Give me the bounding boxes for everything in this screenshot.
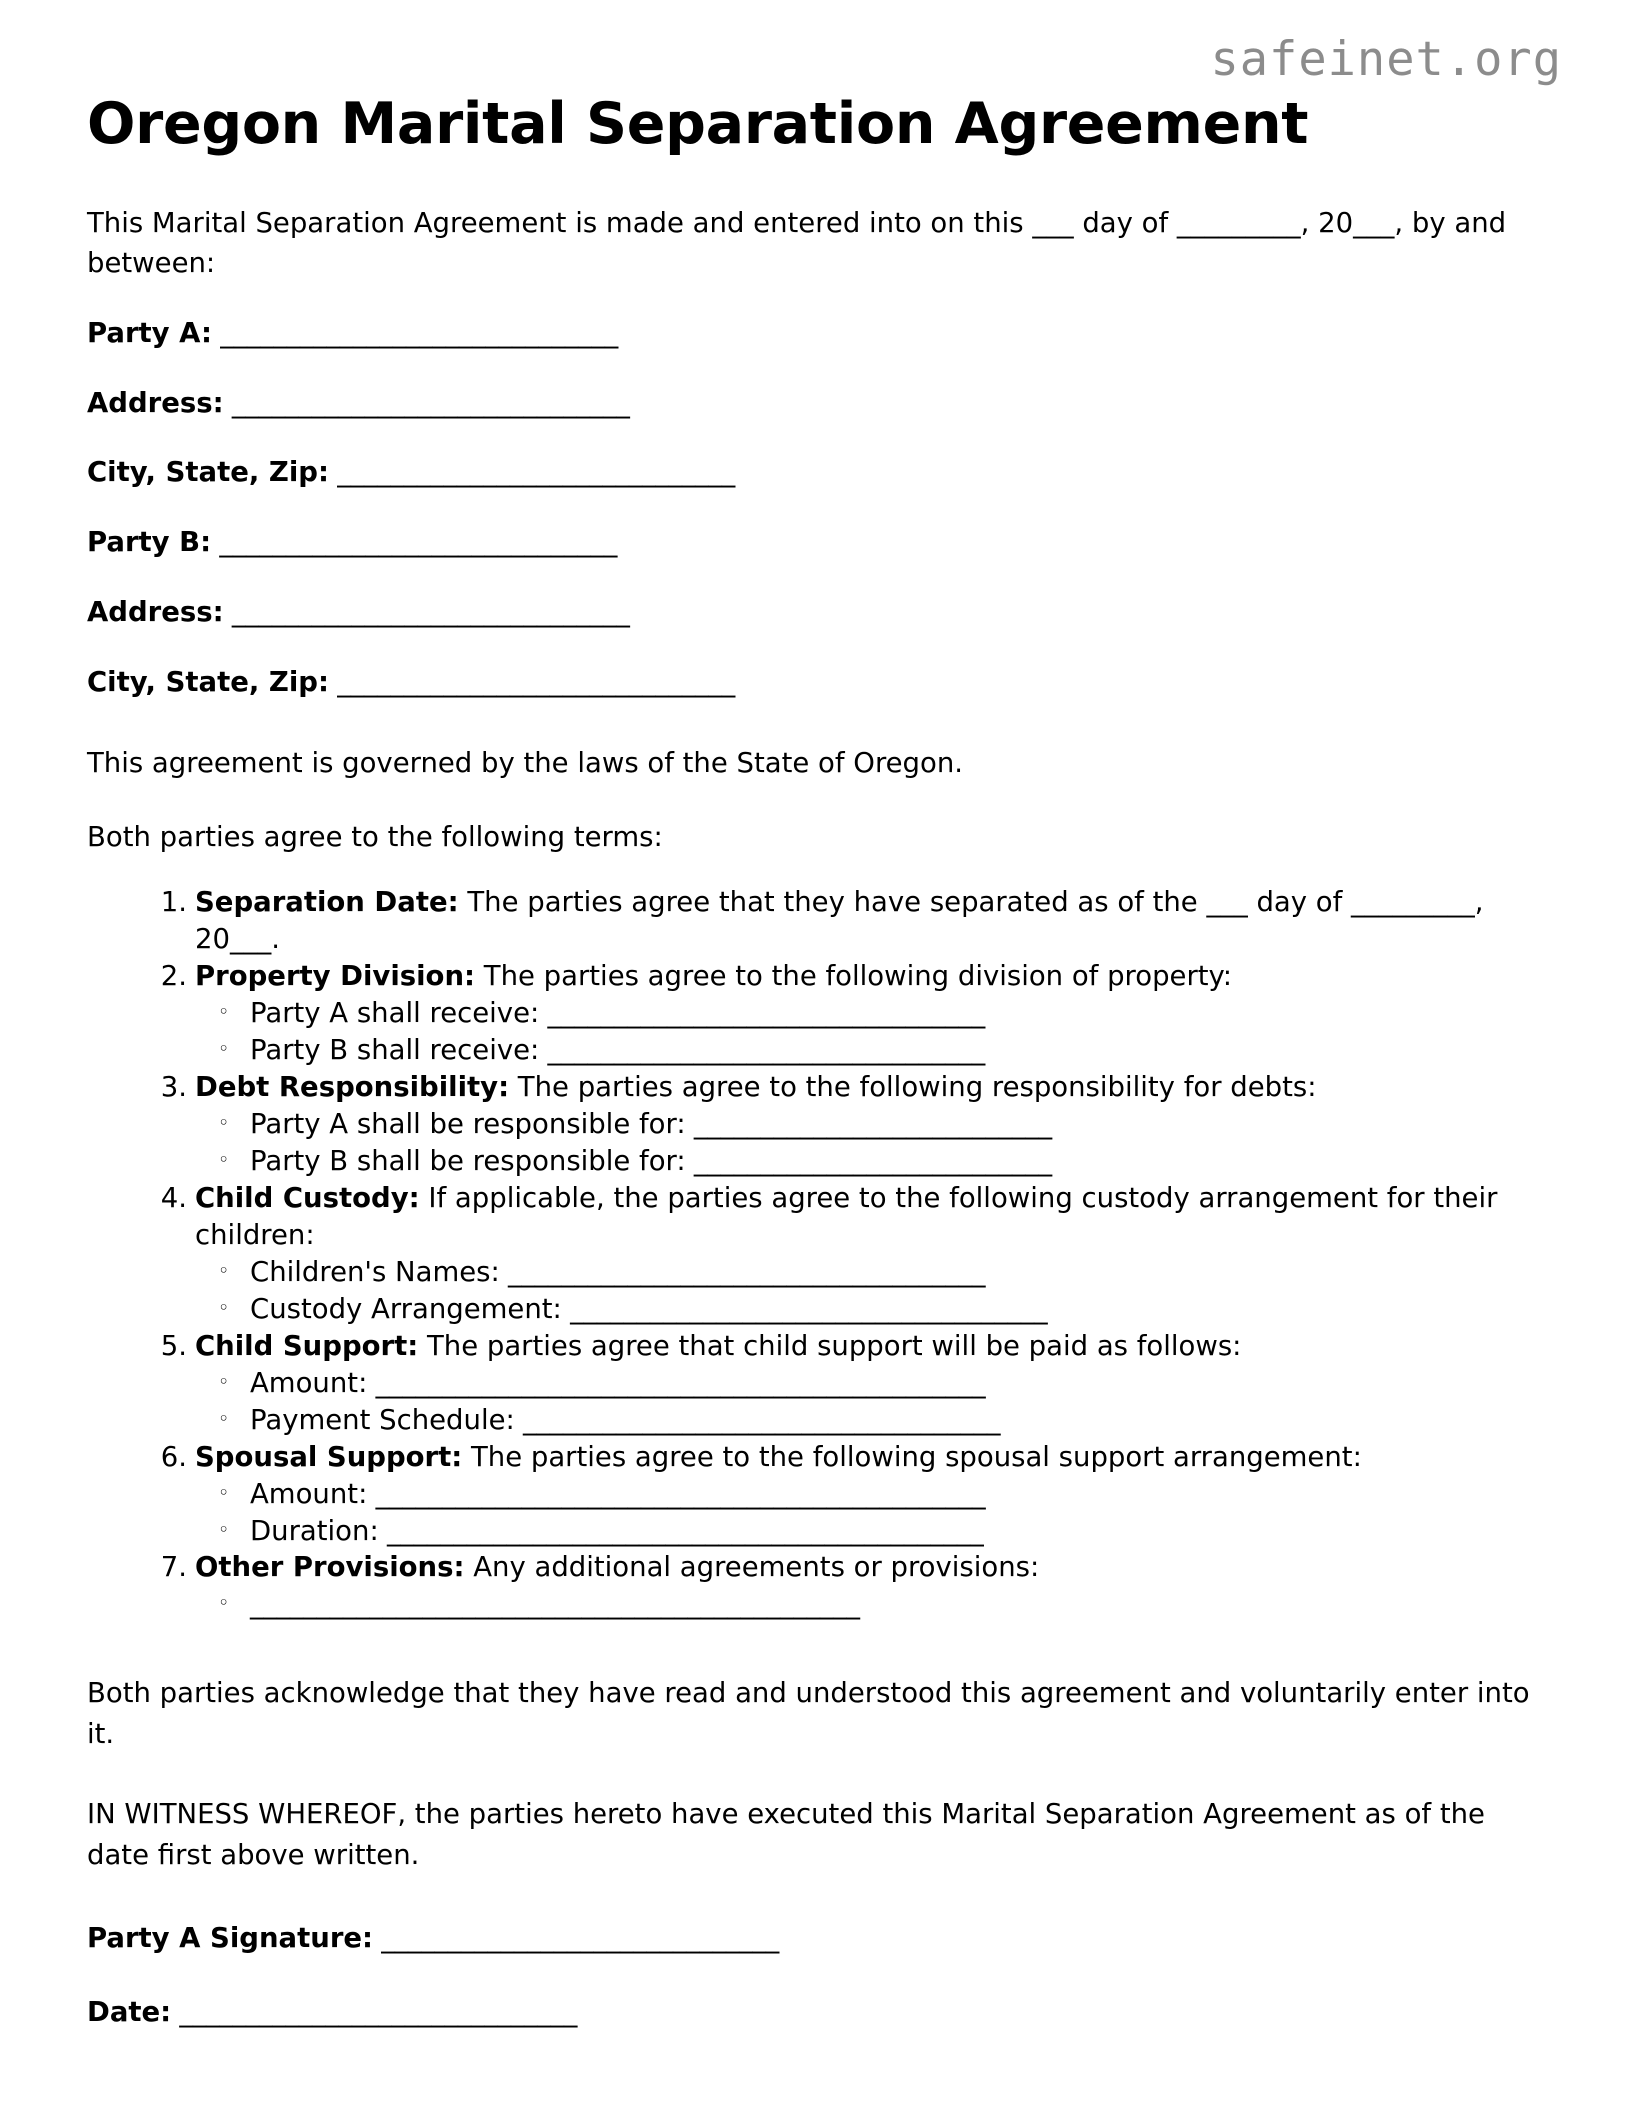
- term-sub-list: [195, 1586, 1557, 1623]
- bullet-circle-icon: ◦: [218, 1111, 230, 1134]
- party-field-label: Address:: [87, 386, 224, 419]
- term-sub-label: Party B shall receive:: [250, 1033, 540, 1066]
- term-sub-item: [195, 1513, 1557, 1550]
- term-heading: Child Custody:: [195, 1181, 420, 1214]
- signature-blank[interactable]: ______________________________: [373, 1922, 779, 1955]
- term-item: [87, 884, 1557, 958]
- party-field-blank[interactable]: ______________________________: [328, 666, 735, 699]
- term-heading: Property Division:: [195, 959, 476, 992]
- term-sub-list: [195, 995, 1557, 1069]
- party-field-row: [87, 354, 1557, 424]
- party-fields: [87, 284, 1557, 703]
- party-field-blank[interactable]: ______________________________: [223, 386, 630, 419]
- term-text: The parties agree that child support will be paid as follows:: [418, 1329, 1242, 1362]
- signature-label: Date:: [87, 1996, 172, 2029]
- term-number: 7.: [160, 1551, 187, 1584]
- party-field-row: [87, 284, 1557, 354]
- term-sub-item: [195, 1476, 1557, 1513]
- party-field-label: Party B:: [87, 526, 212, 559]
- term-sub-list: [195, 1106, 1557, 1180]
- term-sub-item: [195, 1254, 1557, 1291]
- term-sub-item: [195, 1402, 1557, 1439]
- bullet-circle-icon: ◦: [218, 1000, 230, 1023]
- term-sub-label: Party A shall receive:: [250, 996, 540, 1029]
- witness-paragraph: IN WITNESS WHEREOF, the parties hereto have executed this Marital Separation Agreement as of the date first above written.: [87, 1798, 1485, 1871]
- term-sub-item: [195, 1143, 1557, 1180]
- term-text: The parties agree to the following spousal support arrangement:: [462, 1440, 1362, 1473]
- governing-law-paragraph: This agreement is governed by the laws of the State of Oregon.: [87, 746, 964, 779]
- signature-row: [87, 1875, 1557, 1959]
- term-sub-blank[interactable]: ____________________________________: [514, 1403, 1001, 1436]
- term-sub-blank[interactable]: ______________________________________________: [367, 1366, 986, 1399]
- term-text: Any additional agreements or provisions:: [464, 1551, 1040, 1584]
- term-sub-blank[interactable]: _________________________________: [539, 1033, 985, 1066]
- term-sub-label: Amount:: [250, 1366, 368, 1399]
- party-field-label: City, State, Zip:: [87, 456, 329, 489]
- term-sub-blank[interactable]: ______________________________________________: [367, 1477, 986, 1510]
- party-field-row: [87, 633, 1557, 703]
- term-number: 6.: [160, 1440, 187, 1473]
- term-sub-item: [195, 1032, 1557, 1069]
- bullet-circle-icon: ◦: [218, 1037, 230, 1060]
- term-sub-blank[interactable]: ___________________________: [685, 1144, 1052, 1177]
- term-item: [87, 1439, 1557, 1550]
- term-sub-label: Amount:: [250, 1477, 368, 1510]
- term-body: [195, 1069, 1557, 1106]
- signature-blank[interactable]: ______________________________: [171, 1996, 577, 2029]
- bullet-circle-icon: ◦: [218, 1592, 230, 1615]
- term-item: [87, 1328, 1557, 1439]
- party-field-blank[interactable]: ______________________________: [211, 526, 617, 559]
- term-text: The parties agree to the following division of property:: [475, 959, 1233, 992]
- intro-paragraph: This Marital Separation Agreement is made and entered into on this ___ day of _________, 20___, by and between:: [87, 206, 1507, 280]
- party-field-label: Address:: [87, 596, 224, 629]
- term-number: 2.: [160, 959, 187, 992]
- term-sub-blank[interactable]: ___________________________: [685, 1107, 1052, 1140]
- signature-row: [87, 1959, 1557, 2033]
- bullet-circle-icon: ◦: [218, 1481, 230, 1504]
- term-text: The parties agree to the following responsibility for debts:: [509, 1070, 1317, 1103]
- signature-fields: [87, 1875, 1557, 2033]
- term-body: [195, 1328, 1557, 1365]
- term-sub-item: [195, 1365, 1557, 1402]
- terms-lead-paragraph: Both parties agree to the following terms:: [87, 821, 663, 854]
- term-heading: Other Provisions:: [195, 1551, 465, 1584]
- term-text: If applicable, the parties agree to the following custody arrangement for their children:: [195, 1181, 1498, 1251]
- term-body: [195, 958, 1557, 995]
- term-number: 4.: [160, 1181, 187, 1214]
- term-item: [87, 1069, 1557, 1180]
- term-sub-label: Children's Names:: [250, 1255, 500, 1288]
- terms-list: [87, 858, 1557, 1624]
- term-sub-list: [195, 1254, 1557, 1328]
- term-body: [195, 1180, 1557, 1254]
- term-sub-label: Party A shall be responsible for:: [250, 1107, 686, 1140]
- term-number: 1.: [160, 885, 187, 918]
- term-sub-label: Duration:: [250, 1514, 379, 1547]
- party-field-blank[interactable]: ______________________________: [328, 456, 735, 489]
- term-sub-list: [195, 1476, 1557, 1550]
- term-sub-list: [195, 1365, 1557, 1439]
- term-item: [87, 1549, 1557, 1623]
- term-item: [87, 1180, 1557, 1328]
- term-heading: Spousal Support:: [195, 1440, 463, 1473]
- term-body: [195, 1439, 1557, 1476]
- bullet-circle-icon: ◦: [218, 1370, 230, 1393]
- term-sub-item: [195, 1586, 1557, 1623]
- term-sub-blank[interactable]: ____________________________________: [561, 1292, 1048, 1325]
- term-sub-blank[interactable]: ____________________________________: [499, 1255, 986, 1288]
- term-sub-label: Party B shall be responsible for:: [250, 1144, 686, 1177]
- bullet-circle-icon: ◦: [218, 1148, 230, 1171]
- term-sub-item: [195, 1291, 1557, 1328]
- term-sub-blank[interactable]: ______________________________________________: [250, 1588, 860, 1621]
- term-number: 3.: [160, 1070, 187, 1103]
- term-heading: Separation Date:: [195, 885, 459, 918]
- page-title: Oregon Marital Separation Agreement: [87, 91, 1309, 157]
- party-field-row: [87, 423, 1557, 493]
- party-field-label: Party A:: [87, 316, 212, 349]
- term-body: [195, 884, 1557, 958]
- party-field-row: [87, 493, 1557, 563]
- term-number: 5.: [160, 1329, 187, 1362]
- term-sub-item: [195, 995, 1557, 1032]
- bullet-circle-icon: ◦: [218, 1296, 230, 1319]
- bullet-circle-icon: ◦: [218, 1259, 230, 1282]
- party-field-row: [87, 563, 1557, 633]
- term-body: [195, 1549, 1557, 1586]
- party-field-blank[interactable]: ______________________________: [211, 316, 618, 349]
- site-watermark: safeinet.org: [1210, 32, 1562, 87]
- party-field-label: City, State, Zip:: [87, 666, 329, 699]
- term-sub-label: Custody Arrangement:: [250, 1292, 562, 1325]
- signature-label: Party A Signature:: [87, 1922, 374, 1955]
- acknowledgement-paragraph: Both parties acknowledge that they have read and understood this agreement and voluntarily enter into it.: [87, 1677, 1530, 1750]
- term-sub-item: [195, 1106, 1557, 1143]
- term-sub-blank[interactable]: _____________________________________________: [378, 1514, 984, 1547]
- term-text: The parties agree that they have separated as of the ___ day of _________, 20___.: [195, 885, 1484, 955]
- term-item: [87, 958, 1557, 1069]
- bullet-circle-icon: ◦: [218, 1518, 230, 1541]
- bullet-circle-icon: ◦: [218, 1407, 230, 1430]
- term-heading: Child Support:: [195, 1329, 419, 1362]
- party-field-blank[interactable]: ______________________________: [223, 596, 630, 629]
- term-sub-blank[interactable]: _________________________________: [539, 996, 985, 1029]
- term-heading: Debt Responsibility:: [195, 1070, 510, 1103]
- term-sub-label: Payment Schedule:: [250, 1403, 515, 1436]
